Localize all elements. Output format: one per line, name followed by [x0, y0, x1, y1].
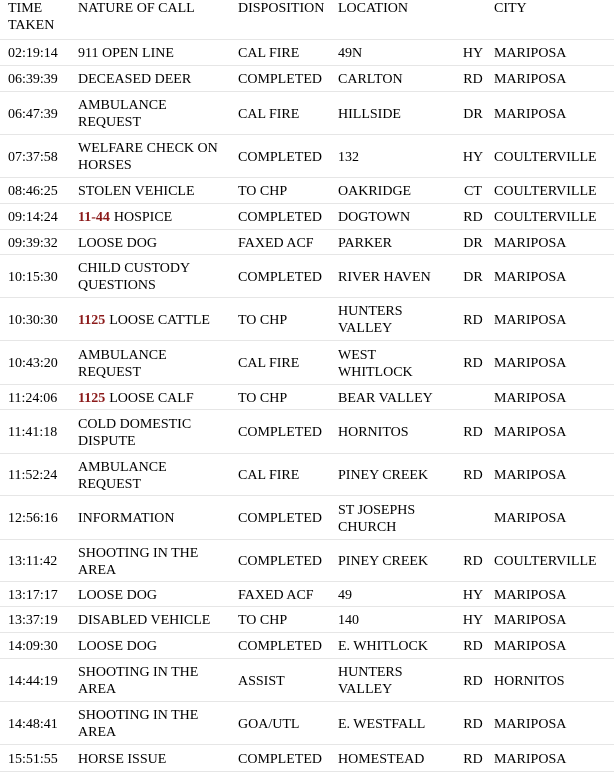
cell-location: WEST WHITLOCK: [338, 347, 413, 380]
nature-text: LOOSE DOG: [78, 235, 157, 251]
table-row: [0, 136, 614, 178]
cell-time: 10:15:30: [8, 269, 58, 285]
cell-location: HORNITOS: [338, 425, 409, 440]
cell-city: HORNITOS: [494, 673, 565, 689]
cell-location: RIVER HAVEN: [338, 269, 431, 285]
cell-location: HILLSIDE: [338, 106, 401, 122]
cell-city: MARIPOSA: [494, 587, 567, 603]
cell-disposition: COMPLETED: [238, 210, 322, 225]
cell-street-suffix: DR: [463, 235, 483, 251]
call-code: 11-44: [78, 210, 110, 225]
cell-city: MARIPOSA: [494, 269, 567, 285]
cell-nature: [78, 660, 238, 702]
cell-city: MARIPOSA: [494, 46, 567, 61]
cell-nature: [78, 703, 238, 745]
cell-disposition: COMPLETED: [238, 269, 322, 285]
cell-location: PINEY CREEK: [338, 554, 429, 569]
table-row: [0, 660, 614, 702]
nature-text: LOOSE CALF: [109, 390, 194, 406]
cell-nature: [78, 231, 238, 255]
nature-text: SHOOTING IN THE AREA: [78, 545, 199, 578]
cell-street-suffix: RD: [463, 673, 483, 689]
row-divider: [0, 177, 614, 178]
table-row: [0, 746, 614, 772]
nature-text: LOOSE CATTLE: [109, 312, 210, 328]
header-city: CITY: [494, 1, 527, 16]
cell-disposition: COMPLETED: [238, 149, 322, 165]
cell-time: 10:30:30: [8, 312, 58, 328]
table-row: [0, 541, 614, 582]
cell-street-suffix: [460, 386, 486, 410]
cell-time: 08:46:25: [8, 184, 58, 199]
cell-location: 49: [338, 587, 352, 603]
cell-disposition: TO CHP: [238, 184, 288, 199]
table-row: [0, 41, 614, 66]
cell-street-suffix: HY: [462, 613, 484, 628]
cell-disposition: CAL FIRE: [238, 106, 300, 122]
cell-city: COULTERVILLE: [494, 149, 597, 165]
nature-text: DECEASED DEER: [78, 71, 192, 87]
cell-time: 09:39:32: [8, 235, 58, 251]
cell-nature: [78, 583, 238, 607]
cell-street-suffix: RD: [463, 554, 483, 569]
cell-disposition: CAL FIRE: [238, 468, 300, 483]
cell-city: MARIPOSA: [494, 71, 567, 87]
cell-location: PINEY CREEK: [338, 468, 429, 483]
row-divider: [0, 409, 614, 410]
table-row: [0, 608, 614, 633]
header-time-taken: TIME TAKEN: [8, 1, 55, 33]
cell-street-suffix: RD: [463, 751, 483, 767]
cell-disposition: CAL FIRE: [238, 46, 300, 61]
cell-nature: [78, 455, 238, 496]
cell-location: HUNTERS VALLEY: [338, 665, 403, 697]
row-divider: [0, 539, 614, 540]
table-row: [0, 231, 614, 255]
cell-time: 13:37:19: [8, 613, 58, 628]
cell-disposition: TO CHP: [238, 390, 288, 406]
table-row: [0, 386, 614, 410]
cell-city: COULTERVILLE: [494, 184, 597, 199]
row-divider: [0, 658, 614, 659]
cell-street-suffix: DR: [463, 106, 483, 122]
nature-text: INFORMATION: [78, 511, 175, 526]
nature-text: SHOOTING IN THE AREA: [78, 665, 199, 697]
cell-city: MARIPOSA: [494, 106, 567, 122]
cell-nature: [78, 205, 238, 230]
cell-disposition: FAXED ACF: [238, 587, 314, 603]
cell-time: 11:24:06: [8, 390, 58, 406]
cell-nature: [78, 608, 238, 633]
nature-text: LOOSE DOG: [78, 639, 157, 654]
cell-nature: [78, 41, 238, 66]
nature-text: HORSE ISSUE: [78, 751, 167, 767]
cell-location: HOMESTEAD: [338, 751, 425, 767]
cell-street-suffix: RD: [463, 71, 483, 87]
cell-disposition: COMPLETED: [238, 71, 322, 87]
table-row: [0, 299, 614, 341]
cell-street-suffix: RD: [463, 312, 483, 328]
cell-disposition: COMPLETED: [238, 511, 322, 526]
cell-nature: [78, 541, 238, 582]
cell-location: CARLTON: [338, 71, 403, 87]
cell-time: 14:44:19: [8, 673, 58, 689]
row-divider: [0, 453, 614, 454]
cell-street-suffix: HY: [462, 149, 484, 165]
cell-disposition: GOA/UTL: [238, 716, 300, 732]
table-row: [0, 256, 614, 298]
cell-nature: [78, 634, 238, 659]
cell-city: MARIPOSA: [494, 613, 567, 628]
cell-street-suffix: RD: [463, 425, 483, 440]
nature-text: 911 OPEN LINE: [78, 46, 174, 61]
row-divider: [0, 495, 614, 496]
nature-text: AMBULANCE REQUEST: [78, 347, 167, 380]
cell-location: HUNTERS VALLEY: [338, 304, 403, 336]
cell-city: MARIPOSA: [494, 751, 567, 767]
table-row: [0, 342, 614, 385]
row-divider: [0, 297, 614, 298]
cell-street-suffix: HY: [462, 46, 484, 61]
call-code: 1125: [78, 390, 106, 406]
cell-street-suffix: RD: [463, 210, 483, 225]
table-row: [0, 497, 614, 540]
cell-nature: [78, 179, 238, 204]
cell-time: 11:41:18: [8, 425, 58, 440]
row-divider: [0, 254, 614, 255]
cell-street-suffix: RD: [463, 639, 483, 654]
row-divider: [0, 384, 614, 385]
table-row: [0, 411, 614, 454]
row-divider: [0, 39, 614, 40]
row-divider: [0, 134, 614, 135]
cell-time: 14:48:41: [8, 716, 58, 732]
cell-city: MARIPOSA: [494, 312, 567, 328]
cell-city: MARIPOSA: [494, 390, 567, 406]
cell-time: 14:09:30: [8, 639, 58, 654]
table-row: [0, 179, 614, 204]
cell-time: 06:47:39: [8, 106, 58, 122]
cell-street-suffix: RD: [463, 716, 483, 732]
cell-street-suffix: [460, 497, 486, 540]
cell-nature: [78, 136, 238, 178]
cell-disposition: ASSIST: [238, 673, 285, 689]
nature-text: COLD DOMESTIC DISPUTE: [78, 416, 192, 449]
cell-time: 13:11:42: [8, 554, 58, 569]
cell-city: COULTERVILLE: [494, 210, 597, 225]
row-divider: [0, 229, 614, 230]
cell-time: 12:56:16: [8, 511, 58, 526]
cell-nature: [78, 342, 238, 385]
cell-nature: [78, 411, 238, 454]
row-divider: [0, 340, 614, 341]
header-location: LOCATION: [338, 1, 408, 16]
cell-street-suffix: RD: [463, 356, 483, 371]
cell-nature: [78, 497, 238, 540]
cell-location: PARKER: [338, 235, 392, 251]
row-divider: [0, 744, 614, 745]
cell-time: 13:17:17: [8, 587, 58, 603]
table-row: [0, 703, 614, 745]
cell-disposition: COMPLETED: [238, 425, 322, 440]
cell-disposition: FAXED ACF: [238, 235, 314, 251]
cell-time: 11:52:24: [8, 468, 58, 483]
cell-disposition: COMPLETED: [238, 751, 322, 767]
cell-city: MARIPOSA: [494, 425, 567, 440]
row-divider: [0, 771, 614, 772]
cell-location: OAKRIDGE: [338, 184, 412, 199]
cell-time: 02:19:14: [8, 46, 58, 61]
cell-time: 07:37:58: [8, 149, 58, 165]
cell-disposition: CAL FIRE: [238, 356, 300, 371]
cell-city: MARIPOSA: [494, 235, 567, 251]
cell-nature: [78, 66, 238, 92]
cell-nature: [78, 93, 238, 135]
cell-city: MARIPOSA: [494, 468, 567, 483]
cell-nature: [78, 256, 238, 298]
cell-city: MARIPOSA: [494, 356, 567, 371]
cell-street-suffix: CT: [464, 184, 482, 199]
cell-disposition: COMPLETED: [238, 554, 322, 569]
cell-disposition: TO CHP: [238, 613, 288, 628]
cell-disposition: TO CHP: [238, 312, 288, 328]
nature-text: WELFARE CHECK ON HORSES: [78, 141, 218, 173]
cell-nature: [78, 746, 238, 772]
row-divider: [0, 581, 614, 582]
cell-location: E. WESTFALL: [338, 716, 426, 732]
cell-location: 49N: [338, 46, 363, 61]
nature-text: STOLEN VEHICLE: [78, 184, 195, 199]
nature-text: HOSPICE: [113, 210, 173, 225]
cell-location: 132: [338, 149, 359, 165]
cell-location: ST JOSEPHS CHURCH: [338, 502, 416, 535]
cell-time: 10:43:20: [8, 356, 58, 371]
row-divider: [0, 632, 614, 633]
row-divider: [0, 203, 614, 204]
cell-location: E. WHITLOCK: [338, 639, 428, 654]
cell-city: MARIPOSA: [494, 639, 567, 654]
cell-street-suffix: HY: [462, 587, 484, 603]
call-code: 1125: [78, 312, 106, 328]
header-disposition: DISPOSITION: [238, 1, 325, 16]
header-street-suffix: [460, 0, 486, 40]
cell-nature: [78, 299, 238, 341]
cell-street-suffix: DR: [463, 269, 483, 285]
table-row: [0, 583, 614, 607]
table-row: [0, 66, 614, 92]
table-row: [0, 634, 614, 659]
cell-disposition: COMPLETED: [238, 639, 322, 654]
header-nature-of-call: NATURE OF CALL: [78, 1, 195, 16]
cell-time: 09:14:24: [8, 210, 58, 225]
nature-text: LOOSE DOG: [78, 587, 157, 603]
cell-street-suffix: RD: [463, 468, 483, 483]
row-divider: [0, 701, 614, 702]
nature-text: CHILD CUSTODY QUESTIONS: [78, 261, 191, 293]
table-row: [0, 455, 614, 496]
nature-text: DISABLED VEHICLE: [78, 613, 211, 628]
cell-location: DOGTOWN: [338, 210, 411, 225]
nature-text: AMBULANCE REQUEST: [78, 98, 167, 130]
row-divider: [0, 606, 614, 607]
cell-city: MARIPOSA: [494, 716, 567, 732]
nature-text: SHOOTING IN THE AREA: [78, 708, 199, 740]
nature-text: AMBULANCE REQUEST: [78, 459, 167, 492]
cell-city: COULTERVILLE: [494, 554, 597, 569]
cell-time: 15:51:55: [8, 751, 58, 767]
cell-nature: [78, 386, 238, 410]
table-row: [0, 205, 614, 230]
table-header: [0, 0, 614, 40]
cell-location: BEAR VALLEY: [338, 390, 433, 406]
cell-city: MARIPOSA: [494, 511, 567, 526]
table-row: [0, 93, 614, 135]
row-divider: [0, 91, 614, 92]
cell-time: 06:39:39: [8, 71, 58, 87]
cell-location: 140: [338, 613, 359, 628]
